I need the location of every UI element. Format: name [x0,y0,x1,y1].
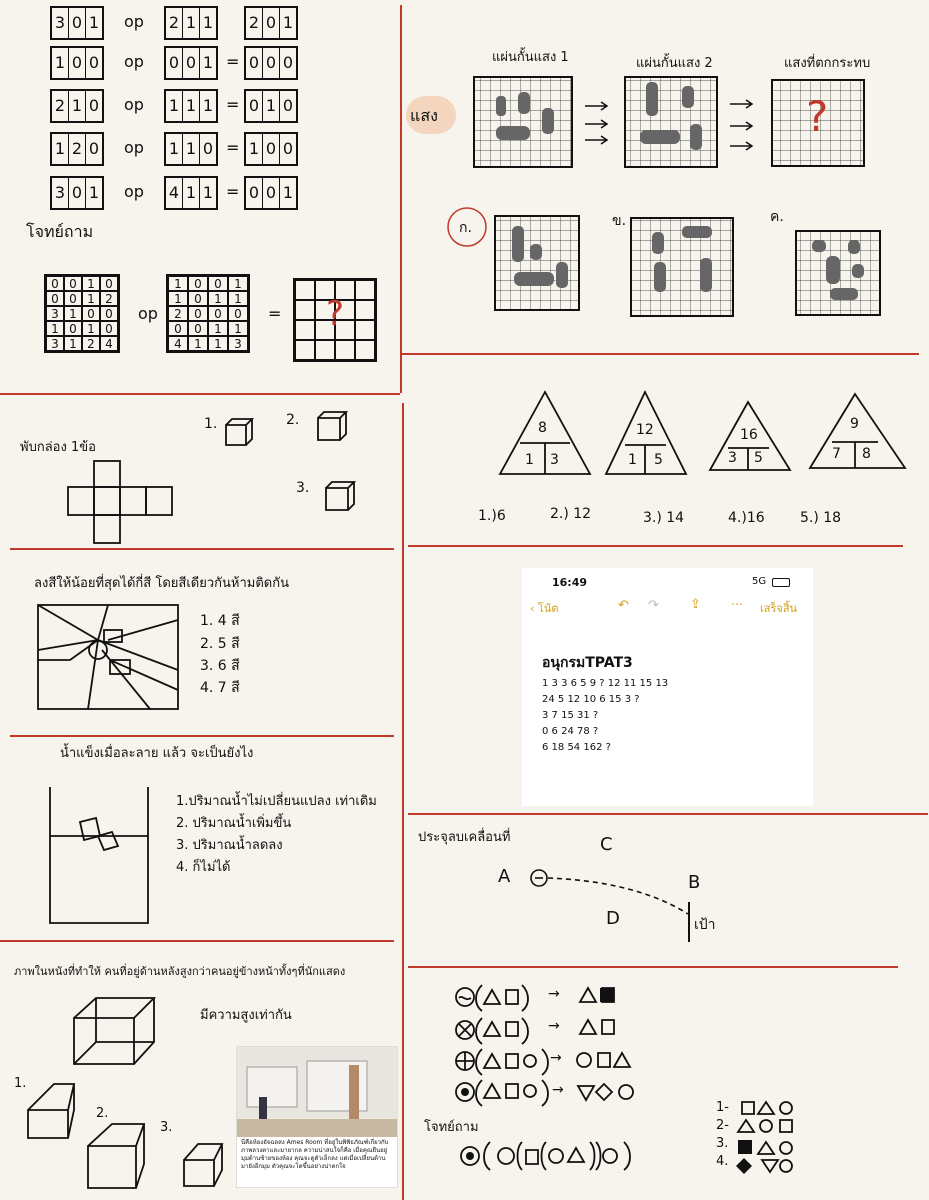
grid-cell: 4 [168,336,188,351]
ice-option-2[interactable]: 2. ปริมาณน้ำเพิ่มขึ้น [176,816,292,831]
grid-cell: 2 [82,336,100,351]
digit: 1 [183,8,200,38]
grid-cell: 2 [100,291,118,306]
grid-cell: 0 [64,321,82,336]
equals-sign: = [226,52,240,71]
signal-text: 5G [752,576,767,587]
digit: 0 [69,48,86,78]
status-time: 16:49 [552,576,588,589]
tri2-left: 1 [628,452,637,468]
digit: 0 [183,48,200,78]
tri4-top: 9 [850,416,859,432]
rule-arrow-2: → [548,1018,560,1034]
grid-cell: 0 [46,276,64,291]
back-label: โน้ต [537,602,559,615]
digit: 4 [166,178,183,208]
choice-ko[interactable]: ก. [459,220,472,236]
result-title: แสงที่ตกกระทบ [784,56,871,71]
digit: 1 [246,134,263,164]
grid-cell: 1 [82,321,100,336]
grid-cell: 1 [208,291,228,306]
grid-cell: 2 [168,306,188,321]
tri2-top: 12 [636,422,654,438]
tri4-right: 8 [862,446,871,462]
digit: 0 [88,96,100,115]
color-option-1[interactable]: 1. 4 สี [200,613,240,629]
grid-cell: 1 [228,291,248,306]
coloring-title: ลงสีให้น้อยที่สุดได้กี่สี โดยสีเดียวกันห้ามติดกัน [34,576,289,591]
grid-cell: 0 [188,276,208,291]
label-c: C [600,834,613,855]
note-line: 0 6 24 78 ? [542,726,599,737]
grid-cell: 1 [228,276,248,291]
grid-cell: 3 [46,336,64,351]
grid-cell: 3 [46,306,64,321]
grid-cell: 1 [188,336,208,351]
digit: 1 [183,91,200,121]
note-title: อนุกรมTPAT3 [542,655,633,671]
choice-kho[interactable]: ข. [612,213,627,229]
tri2-right: 5 [654,452,663,468]
panel1-title: แผ่นกั้นแสง 1 [492,50,569,65]
digit: 0 [246,178,263,208]
digit: 0 [88,139,100,158]
target-label: เป้า [694,917,716,933]
digit: 0 [282,96,294,115]
result-question-mark: ? [806,92,829,141]
ames-option-2[interactable]: 2. [96,1106,109,1121]
ice-option-3[interactable]: 3. ปริมาณน้ำลดลง [176,838,283,853]
tri3-top: 16 [740,427,758,443]
grid-cell: 0 [100,321,118,336]
tri1-top: 8 [538,420,547,436]
digit: 1 [52,134,69,164]
note-line: 6 18 54 162 ? [542,742,611,753]
digit: 1 [166,91,183,121]
label-a: A [498,866,511,887]
grid-cell: 1 [64,336,82,351]
grid-cell: 0 [46,291,64,306]
digit: 1 [282,183,294,202]
tri3-right: 5 [754,450,763,466]
redo-icon[interactable]: ↷ [648,598,659,613]
grid-cell: 1 [228,321,248,336]
equals-sign: = [268,304,282,323]
digit: 1 [202,96,214,115]
grid-cell: 1 [82,276,100,291]
grid-cell: 0 [168,321,188,336]
grid-cell: 1 [208,321,228,336]
grid-cell: 0 [208,276,228,291]
digit: 2 [246,8,263,38]
op-label: op [124,95,144,114]
digit: 2 [69,134,86,164]
rule-arrow-4: → [552,1082,564,1098]
digit: 1 [52,48,69,78]
equals-sign: = [226,182,240,201]
digit: 1 [183,178,200,208]
back-button[interactable]: ‹ โน้ต [530,602,559,615]
light-label: แสง [410,106,438,125]
grid-cell: 0 [208,306,228,321]
color-option-3[interactable]: 3. 6 สี [200,658,240,674]
grid-cell: 1 [82,291,100,306]
digit: 1 [183,134,200,164]
more-icon[interactable]: ⋯ [731,597,743,611]
symbol-answer-2[interactable]: 2- [716,1118,729,1133]
color-option-4[interactable]: 4. 7 สี [200,680,240,696]
tri1-right: 3 [550,452,559,468]
op-label: op [124,182,144,201]
panel2-title: แผ่นกั้นแสง 2 [636,56,713,71]
digit: 0 [263,48,280,78]
symbol-answer-3[interactable]: 3. [716,1136,729,1151]
grid-cell: 1 [64,306,82,321]
digit: 1 [282,13,294,32]
ames-caption: นี่คือห้องอัจฉลสง Ames Room ที่อยู่ในพิพิธภัณฑ์เกี่ยวกับภาพลวงตาและมายากล ความน่าสนใจก็คือ เมื่อคุณยืนอยู่มุมด้านซ้ายของห้อง คุณจะดูตัวเล็กลง แต่เมื่อเปลี่ยนด้านมายังอีกมุม ตัวคุณจะโตขึ้นอย่างน่าตกใจ [241,1139,389,1170]
question-mark: ? [326,294,345,334]
grid-cell: 0 [188,291,208,306]
answer-1[interactable]: 1.)6 [478,508,506,524]
digit: 1 [88,13,100,32]
digit: 1 [166,134,183,164]
digit: 0 [69,178,86,208]
note-line: 3 7 15 31 ? [542,710,599,721]
grid-cell: 1 [168,291,188,306]
digit: 0 [166,48,183,78]
rule-arrow-1: → [548,986,560,1002]
ames-option-3[interactable]: 3. [160,1120,173,1135]
answer-3[interactable]: 3.) 14 [643,510,685,526]
grid-cell: 0 [188,321,208,336]
question-label: โจทย์ถาม [26,222,94,241]
ames-option-1[interactable]: 1. [14,1076,27,1091]
label-b: B [688,872,701,893]
answer-2[interactable]: 2.) 12 [550,506,592,522]
ames-title-2: มีความสูงเท่ากัน [200,1008,292,1023]
digit: 1 [202,183,214,202]
note-line: 24 5 12 10 6 15 3 ? [542,694,640,705]
label-d: D [606,908,620,929]
grid-cell: 0 [64,276,82,291]
symbol-answer-4[interactable]: 4. [716,1154,729,1169]
choice-kho-khwai[interactable]: ค. [770,209,784,225]
tri4-left: 7 [832,446,841,462]
digit: 1 [69,91,86,121]
digit: 0 [202,139,214,158]
digit: 2 [52,91,69,121]
digit: 0 [263,8,280,38]
box-title: พับกล่อง 1ข้อ [20,440,96,455]
grid-cell: 0 [228,306,248,321]
grid-cell: 1 [168,276,188,291]
digit: 0 [282,139,294,158]
digit: 0 [88,53,100,72]
grid-cell: 1 [208,336,228,351]
grid-cell: 3 [228,336,248,351]
symbol-answer-1[interactable]: 1- [716,1100,729,1115]
tri3-left: 3 [728,450,737,466]
color-option-2[interactable]: 2. 5 สี [200,636,240,652]
ames-title: ภาพในหนังที่ทำให้ คนที่อยู่ด้านหลังสูงกว่าคนอยู่ข้างหน้าทั้งๆที่นักแสดง [14,965,346,978]
digit: 0 [246,91,263,121]
charge-title: ประจุลบเคลื่อนที่ [418,830,511,845]
grid-cell: 0 [188,306,208,321]
rule-arrow-3: → [550,1050,562,1066]
equals-sign: = [226,138,240,157]
op-label: op [138,304,158,323]
op-label: op [124,138,144,157]
box-option-1[interactable]: 1. [204,416,218,432]
digit: 0 [69,8,86,38]
ice-option-1[interactable]: 1.ปริมาณน้ำไม่เปลี่ยนแปลง เท่าเดิม [176,794,377,809]
undo-icon[interactable]: ↶ [618,598,629,613]
box-option-3[interactable]: 3. [296,480,310,496]
equals-sign: = [226,95,240,114]
answer-4[interactable]: 4.)16 [728,510,765,526]
answer-5[interactable]: 5.) 18 [800,510,842,526]
digit: 1 [202,53,214,72]
op-label: op [124,52,144,71]
digit: 0 [263,178,280,208]
done-button[interactable]: เสร็จสิ้น [760,602,798,615]
symbol-question-label: โจทย์ถาม [424,1120,479,1135]
digit: 1 [263,91,280,121]
digit: 0 [263,134,280,164]
tri1-left: 1 [525,452,534,468]
digit: 2 [166,8,183,38]
grid-cell: 0 [100,276,118,291]
grid-cell: 0 [82,306,100,321]
grid-cell: 0 [100,306,118,321]
box-option-2[interactable]: 2. [286,412,300,428]
op-label: op [124,12,144,31]
digit: 1 [88,183,100,202]
grid-cell: 1 [46,321,64,336]
share-icon[interactable]: ⇪ [690,597,701,612]
digit: 3 [52,8,69,38]
digit: 3 [52,178,69,208]
note-line: 1 3 3 6 5 9 ? 12 11 15 13 [542,678,669,689]
grid-cell: 4 [100,336,118,351]
ice-option-4[interactable]: 4. ก็ไม่ได้ [176,860,231,875]
digit: 1 [202,13,214,32]
digit: 0 [246,48,263,78]
ice-title: น้ำแข็งเมื่อละลาย แล้ว จะเป็นยังไง [60,746,254,761]
digit: 0 [282,53,294,72]
grid-cell: 0 [64,291,82,306]
